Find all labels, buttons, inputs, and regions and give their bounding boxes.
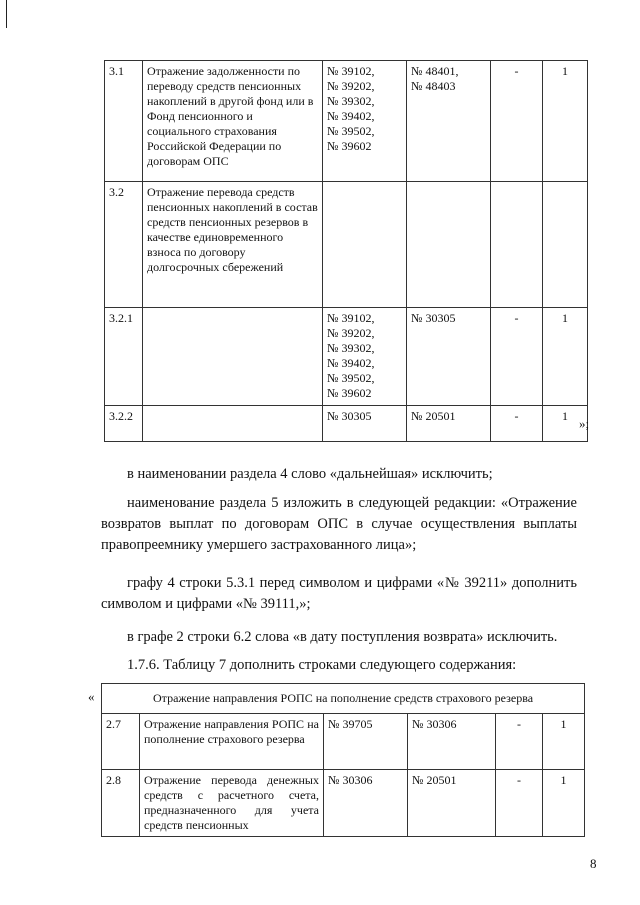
row-number: 2.7	[102, 714, 140, 770]
row-number: 3.2.2	[105, 406, 143, 442]
opening-quote-mark: «	[88, 689, 95, 704]
column-5-value: -	[496, 714, 543, 770]
column-6-value: 1	[543, 61, 588, 182]
column-5-value: -	[491, 308, 543, 406]
credit-accounts	[407, 182, 491, 308]
table-header-row	[102, 684, 585, 714]
column-6-value	[543, 182, 588, 308]
debit-accounts: № 39705	[324, 714, 408, 770]
column-6-value: 1	[543, 406, 588, 442]
column-5-value: -	[496, 770, 543, 837]
row-description: Отражение перевода денежных средств с расчетного счета, предназначенного для учета средств пенсионных	[140, 770, 324, 837]
row-description: Отражение задолженности по переводу средств пенсионных накоплений в другой фонд или в Фонд пенсионного и социального страхования Российской Федерации по договорам ОПС	[143, 61, 323, 182]
paragraph-section-5: наименование раздела 5 изложить в следующей редакции: «Отражение возвратов выплат по договорам ОПС в случае осуществления выплаты правопреемнику умершего застрахованного лица»;	[101, 495, 577, 553]
table-row	[102, 714, 585, 770]
row-description: Отражение перевода средств пенсионных накоплений в состав средств пенсионных резервов в качестве единовременного взноса по договору долгосрочных сбережений	[143, 182, 323, 308]
row-number: 2.8	[102, 770, 140, 837]
column-6-value: 1	[543, 770, 585, 837]
credit-accounts: № 48401, № 48403	[407, 61, 491, 182]
debit-accounts: № 30305	[323, 406, 407, 442]
credit-accounts: № 30305	[407, 308, 491, 406]
debit-accounts: № 39102, № 39202, № 39302, № 39402, № 39502, № 39602	[323, 308, 407, 406]
paragraph-section-4: в наименовании раздела 4 слово «дальнейшая» исключить;	[127, 466, 493, 482]
credit-accounts: № 20501	[408, 770, 496, 837]
row-description	[143, 308, 323, 406]
page-number: 8	[590, 856, 597, 871]
table-row	[105, 61, 588, 182]
row-description: Отражение направления РОПС на пополнение страхового резерва	[140, 714, 324, 770]
table-row	[102, 770, 585, 837]
column-5-value	[491, 182, 543, 308]
row-number: 3.1	[105, 61, 143, 182]
column-5-value: -	[491, 406, 543, 442]
paragraph-row-5-3-1: графу 4 строки 5.3.1 перед символом и цифрами «№ 39211» дополнить символом и цифрами «№ 39111,»;	[101, 575, 577, 612]
accounts-table-7	[101, 683, 585, 837]
table-row	[105, 406, 588, 442]
row-number: 3.2	[105, 182, 143, 308]
table-section-header: Отражение направления РОПС на пополнение средств страхового резерва	[102, 684, 585, 714]
row-description	[143, 406, 323, 442]
debit-accounts: № 30306	[324, 770, 408, 837]
column-5-value: -	[491, 61, 543, 182]
credit-accounts: № 20501	[407, 406, 491, 442]
credit-accounts: № 30306	[408, 714, 496, 770]
column-6-value: 1	[543, 714, 585, 770]
paragraph-row-6-2: в графе 2 строки 6.2 слова «в дату поступления возврата» исключить.	[127, 629, 558, 645]
table-row	[105, 182, 588, 308]
table-row	[105, 308, 588, 406]
row-number: 3.2.1	[105, 308, 143, 406]
closing-quote-mark: »;	[579, 416, 590, 431]
debit-accounts: № 39102, № 39202, № 39302, № 39402, № 39502, № 39602	[323, 61, 407, 182]
edge-mark	[6, 0, 7, 28]
debit-accounts	[323, 182, 407, 308]
paragraph-table-7: 1.7.6. Таблицу 7 дополнить строками следующего содержания:	[127, 657, 517, 673]
accounts-table-section-3	[104, 60, 588, 442]
column-6-value: 1	[543, 308, 588, 406]
